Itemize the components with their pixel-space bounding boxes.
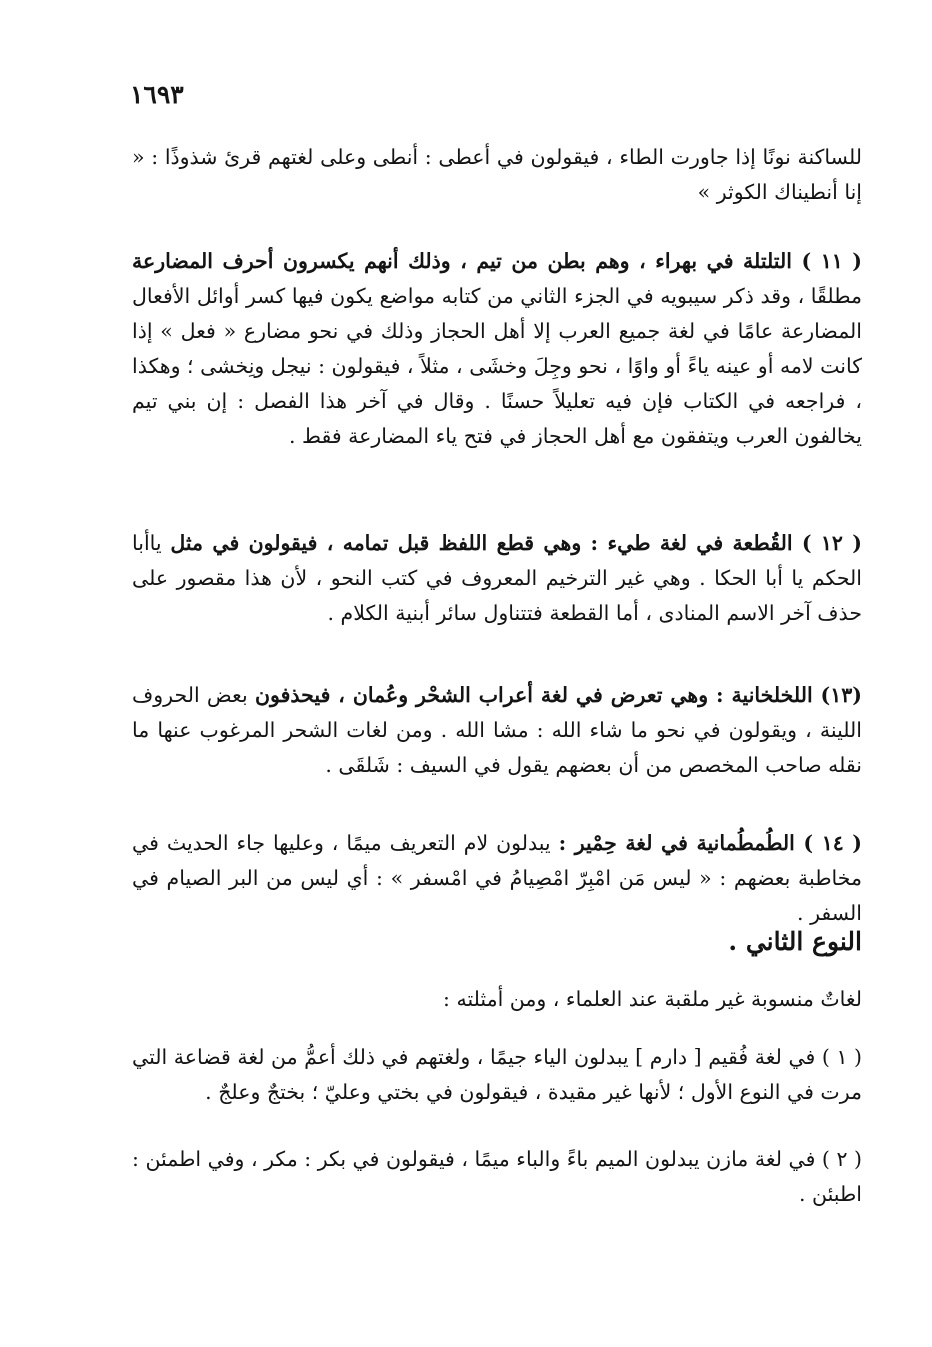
paragraph-lakhlakhaniya xyxy=(132,678,862,783)
paragraph-text: مطلقًا ، وقد ذكر سيبويه في الجزء الثاني من كتابه مواضع يكون فيها كسر أوائل الأفعال المضارعة عامًا في لغة جميع العرب إلا أهل الحجاز وذلك في نحو مضارع « فعل » إذا كانت لامه أو عينه ياءً أو واوًا ، نحو وجِلَ وخشَى ، مثلاً ، فيقولون : نيجل ونِخشى ؛ وهكذا ، فراجعه في الكتاب فإن فيه تعليلاً حسنًا . وقال في آخر هذا الفصل : إن بني تيم يخالفون العرب ويتفقون مع أهل الحجاز في فتح ياء المضارعة فقط . xyxy=(132,284,862,448)
section-heading: النوع الثاني . xyxy=(728,927,862,956)
paragraph-text: للساكنة نونًا إذا جاورت الطاء ، فيقولون في أعطى : أنطى وعلى لغتهم قرئ شذوذًا : « إنا أنطيناك الكوثر » xyxy=(132,145,862,204)
paragraph-tumtumaniya xyxy=(132,826,862,931)
example-item xyxy=(132,1142,862,1212)
example-item xyxy=(132,1040,862,1110)
example-text: ( ١ ) في لغة فُقيم [ دارم ] يبدلون الياء جيمًا ، ولغتهم في ذلك أعمُّ من لغة قضاعة التي مرت في النوع الأول ؛ لأنها غير مقيدة ، فيقولون في بختي وعليّ ؛ بختجٌ وعلجٌ . xyxy=(132,1045,863,1104)
paragraph-lead: ( ١٤ ) الطُمطُمانية في لغة حِمْير : xyxy=(558,831,862,855)
section-intro xyxy=(132,982,862,1017)
paragraph-text: يبدلون لام التعريف ميمًا ، وعليها جاء الحديث في مخاطبة بعضهم : « ليس مَن امْبِرّ امْصِيامُ في امْسفر » : أي ليس من البر الصيام في السفر . xyxy=(132,831,862,925)
paragraph-lead: ( ١٢ ) القُطعة في لغة طيء : وهي قطع اللفظ قبل تمامه ، فيقولون في مثل xyxy=(170,531,862,555)
page-number: ١٦٩٣ xyxy=(130,80,184,109)
paragraph-lead: (١٣) اللخلخانية : وهي تعرض في لغة أعراب الشحْر وعُمان ، فيحذفون xyxy=(254,683,862,707)
paragraph-talatala xyxy=(132,244,862,454)
paragraph-lead: ( ١١ ) التلتلة في بهراء ، وهم بطن من تيم ، وذلك أنهم يكسرون أحرف المضارعة xyxy=(132,249,862,273)
paragraph-continuation xyxy=(132,140,862,210)
section-intro-text: لغاتٌ منسوبة غير ملقبة عند العلماء ، ومن أمثلته : xyxy=(443,987,862,1011)
paragraph-text: بعض الحروف اللينة ، ويقولون في نحو ما شاء الله : مشا الله . ومن لغات الشحر المرغوب عنها ما نقله صاحب المخصص من أن بعضهم يقول في السيف : شَلقَى . xyxy=(132,683,862,777)
example-text: ( ٢ ) في لغة مازن يبدلون الميم باءً والباء ميمًا ، فيقولون في بكر : مكر ، وفي اطمئن : اطبئن . xyxy=(132,1147,863,1206)
paragraph-text: ياأبا الحكم يا أبا الحكا . وهي غير الترخيم المعروف في كتب النحو ، لأن هذا مقصور على حذف آخر الاسم المنادى ، أما القطعة فتتناول سائر أبنية الكلام . xyxy=(132,531,862,625)
paragraph-qutea xyxy=(132,526,862,631)
